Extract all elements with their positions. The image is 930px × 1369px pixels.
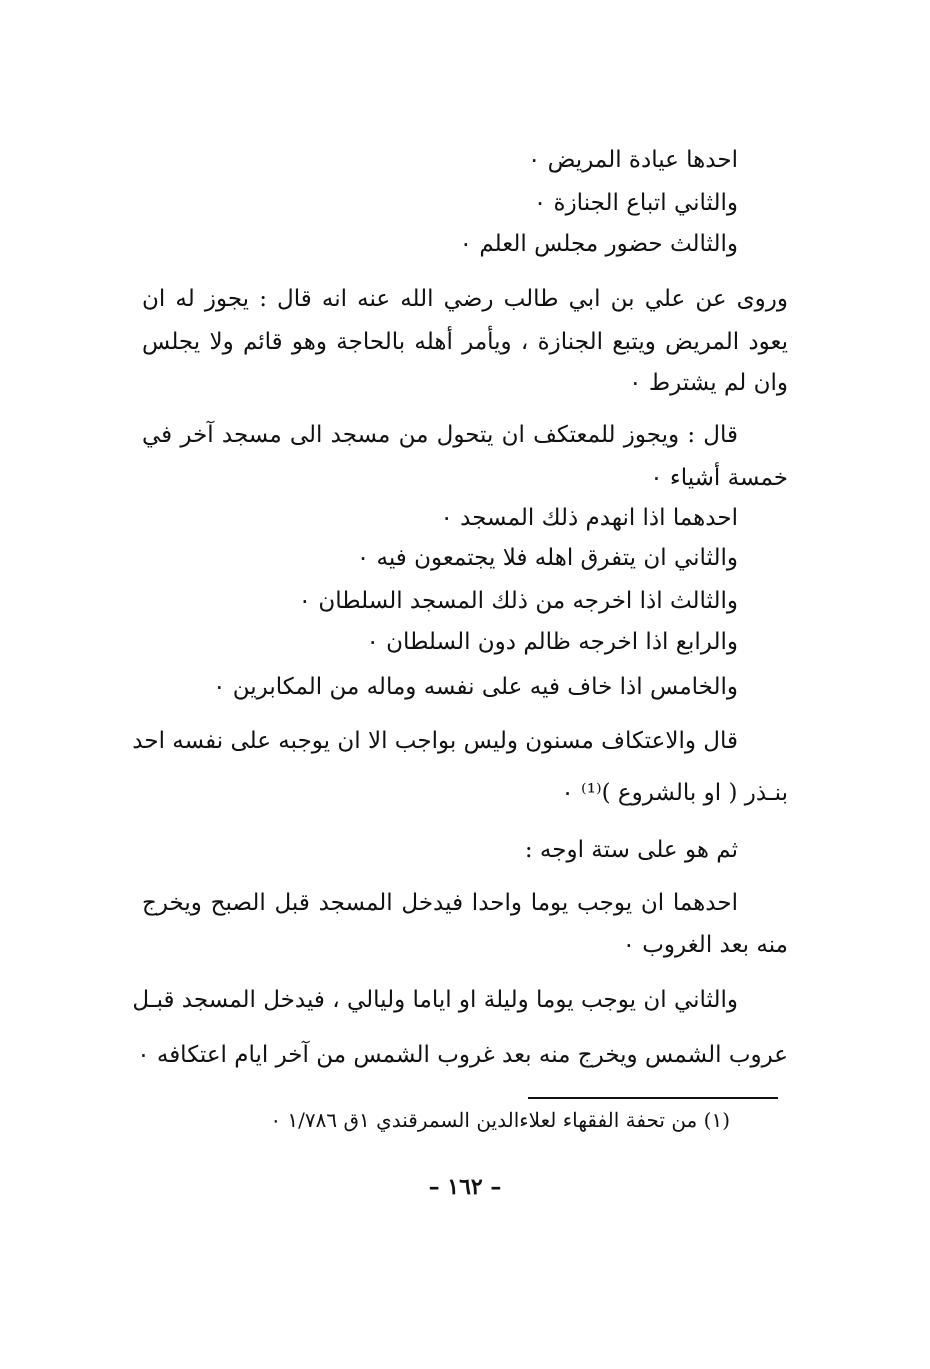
text-line-13: والخامس اذا خاف فيه على نفسه وماله من المكابرين ٠ (213, 674, 738, 700)
text-line-7: قال : ويجوز للمعتكف ان يتحول من مسجد الى مسجد آخر في (142, 422, 738, 448)
text-line-9: احدهما اذا انهدم ذلك المسجد ٠ (440, 505, 738, 531)
page-number: – ١٦٢ – (428, 1174, 502, 1200)
text-line-14: قال والاعتكاف مسنون وليس بواجب الا ان يوجبه على نفسه احد (132, 728, 738, 754)
text-line-19: والثاني ان يوجب يوما وليلة او اياما وليالي ، فيدخل المسجد قبـل (132, 987, 738, 1013)
text-line-1: احدها عيادة المريض ٠ (527, 147, 738, 173)
text-line-5: يعود المريض ويتبع الجنازة ، ويأمر أهله بالحاجة وهو قائم ولا يجلس (142, 329, 788, 355)
text-line-20: عروب الشمس ويخرج منه بعد غروب الشمس من آخر ايام اعتكافه ٠ (137, 1042, 788, 1068)
text-line-10: والثاني ان يتفرق اهله فلا يجتمعون فيه ٠ (356, 545, 738, 571)
text-line-17: احدهما ان يوجب يوما واحدا فيدخل المسجد قبل الصبح ويخرج (142, 890, 738, 916)
text-line-18: منه بعد الغروب ٠ (622, 932, 788, 958)
footnote: (١) من تحفة الفقهاء لعلاءالدين السمرقندي ١ق ١/٧٨٦ ٠ (270, 1108, 730, 1132)
text-line-15: بنـذر ( او بالشروع )⁽¹⁾ ٠ (561, 780, 788, 806)
text-line-16: ثم هو على ستة اوجه : (524, 837, 738, 863)
text-line-4: وروى عن علي بن ابي طالب رضي الله عنه انه قال : يجوز له ان (142, 286, 788, 312)
footnote-divider (528, 1097, 778, 1099)
text-line-3: والثالث حضور مجلس العلم ٠ (459, 231, 738, 257)
text-line-12: والرابع اذا اخرجه ظالم دون السلطان ٠ (366, 629, 738, 655)
text-line-6: وان لم يشترط ٠ (629, 370, 788, 396)
text-line-11: والثالث اذا اخرجه من ذلك المسجد السلطان ٠ (298, 588, 738, 614)
text-line-2: والثاني اتباع الجنازة ٠ (533, 190, 738, 216)
text-line-8: خمسة أشياء ٠ (650, 465, 788, 491)
